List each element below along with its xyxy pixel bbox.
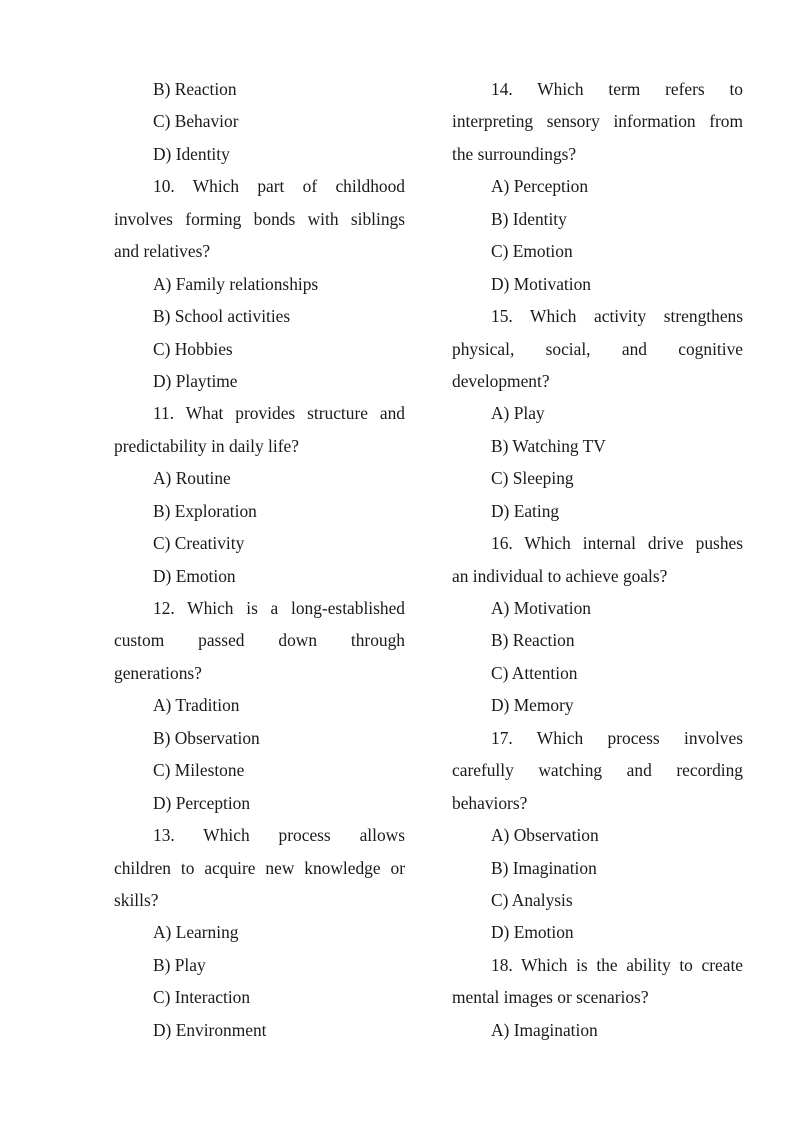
question-text-line: custom passed down through — [114, 630, 405, 651]
answer-option: A) Imagination — [491, 1019, 598, 1040]
question-text-line: generations? — [114, 662, 202, 683]
answer-option: C) Behavior — [153, 111, 239, 132]
answer-option: B) Identity — [491, 208, 567, 229]
answer-option: B) Observation — [153, 727, 260, 748]
answer-option: C) Creativity — [153, 533, 245, 554]
answer-option: C) Analysis — [491, 889, 573, 910]
answer-option: A) Tradition — [153, 695, 240, 716]
question-text-line: 12. Which is a long-established — [153, 598, 405, 618]
question-text-line: 16. Which internal drive pushes — [491, 533, 743, 554]
answer-option: A) Observation — [491, 825, 599, 846]
right-column — [452, 73, 743, 1046]
question-text-line: 17. Which process involves — [491, 727, 743, 748]
question-text-line: physical, social, and cognitive — [452, 338, 743, 359]
left-column — [114, 73, 405, 1046]
answer-option: A) Learning — [153, 922, 239, 943]
answer-option: B) Watching TV — [491, 435, 606, 456]
answer-option: A) Motivation — [491, 598, 591, 618]
question-text-line: predictability in daily life? — [114, 435, 299, 456]
answer-option: D) Playtime — [153, 370, 238, 391]
answer-option: D) Emotion — [153, 565, 236, 586]
question-text-line: skills? — [114, 889, 159, 910]
answer-option: A) Family relationships — [153, 273, 319, 294]
answer-option: B) Imagination — [491, 857, 597, 878]
question-text-line: behaviors? — [452, 792, 528, 813]
question-text-line: 15. Which activity strengthens — [491, 306, 743, 327]
question-text-line: children to acquire new knowledge or — [114, 857, 405, 878]
answer-option: B) Exploration — [153, 500, 257, 521]
answer-option: D) Emotion — [491, 922, 574, 943]
answer-option: C) Sleeping — [491, 468, 574, 489]
answer-option: D) Environment — [153, 1019, 267, 1040]
answer-option: A) Perception — [491, 176, 589, 197]
question-text-line: carefully watching and recording — [452, 760, 743, 781]
question-text-line: an individual to achieve goals? — [452, 565, 668, 586]
answer-option: C) Attention — [491, 662, 578, 683]
question-text-line: the surroundings? — [452, 143, 577, 164]
answer-option: D) Perception — [153, 792, 251, 813]
question-text-line: 10. Which part of childhood — [153, 176, 405, 197]
answer-option: D) Eating — [491, 500, 560, 521]
question-text-line: 11. What provides structure and — [153, 403, 405, 424]
answer-option: B) Reaction — [491, 630, 575, 651]
question-text-line: 14. Which term refers to — [491, 79, 743, 99]
answer-option: A) Play — [491, 403, 545, 424]
answer-option: B) Play — [153, 954, 206, 975]
question-text-line: mental images or scenarios? — [452, 987, 649, 1008]
answer-option: D) Motivation — [491, 273, 591, 294]
question-text-line: 18. Which is the ability to create — [491, 954, 743, 975]
answer-option: D) Identity — [153, 143, 230, 164]
answer-option: D) Memory — [491, 695, 574, 716]
answer-option: B) Reaction — [153, 79, 237, 99]
answer-option: C) Emotion — [491, 241, 573, 262]
answer-option: C) Interaction — [153, 987, 251, 1008]
answer-option: C) Hobbies — [153, 338, 233, 359]
question-text-line: involves forming bonds with siblings — [114, 208, 405, 229]
question-text-line: interpreting sensory information from — [452, 111, 743, 132]
answer-option: A) Routine — [153, 468, 231, 489]
answer-option: B) School activities — [153, 306, 291, 327]
question-text-line: and relatives? — [114, 241, 211, 262]
answer-option: C) Milestone — [153, 760, 245, 781]
question-text-line: development? — [452, 370, 550, 391]
question-text-line: 13. Which process allows — [153, 825, 405, 846]
